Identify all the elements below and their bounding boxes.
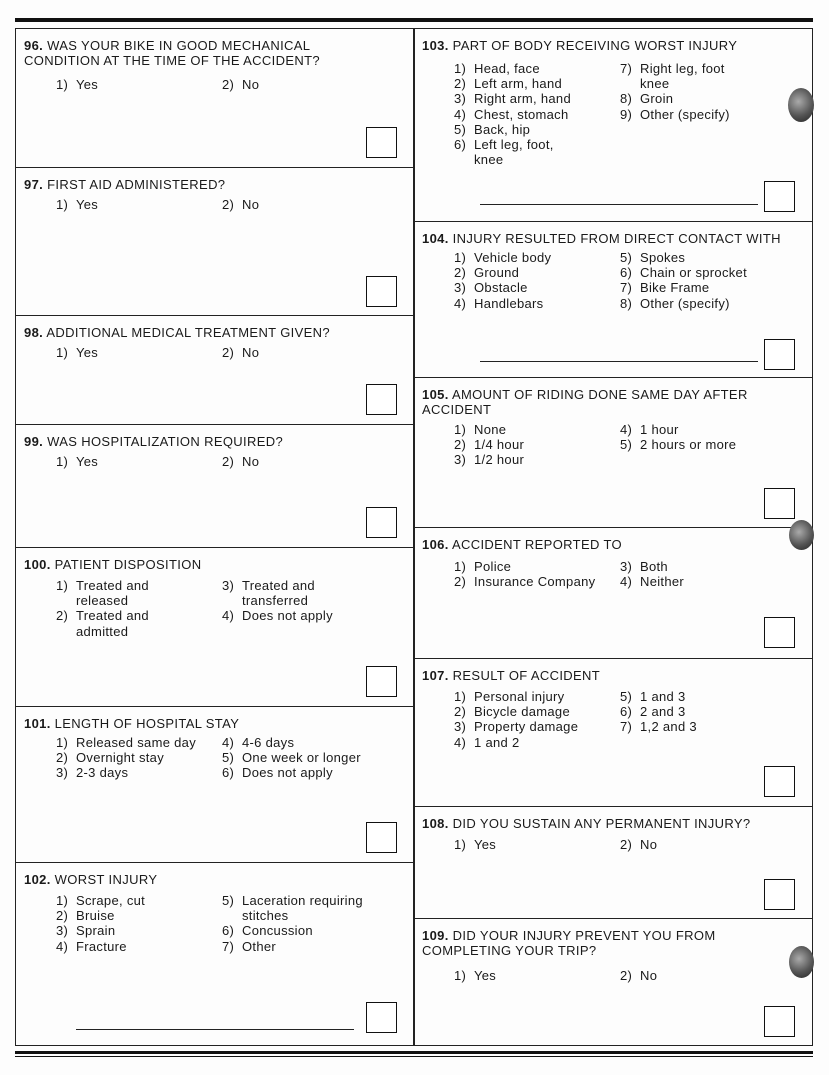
question-title xyxy=(422,231,804,246)
question-99 xyxy=(16,425,414,548)
option[interactable]: 2) Overnight stay xyxy=(56,750,165,766)
option[interactable]: 5) Laceration requiring stitches xyxy=(222,893,363,924)
option[interactable]: 7) Other xyxy=(222,938,277,954)
option[interactable]: 4) Handlebars xyxy=(454,295,544,311)
option[interactable]: 6) 2 and 3 xyxy=(620,704,686,720)
question-text: WAS HOSPITALIZATION REQUIRED? xyxy=(47,434,284,449)
question-number: 96. xyxy=(24,38,44,53)
option[interactable]: 2) 1/4 hour xyxy=(454,437,525,453)
option[interactable]: 3) Property damage xyxy=(454,719,579,735)
question-text: WAS YOUR BIKE IN GOOD MECHANICAL CONDITION AT THE TIME OF THE ACCIDENT? xyxy=(24,38,320,68)
option[interactable]: 2) Left arm, hand xyxy=(454,76,563,92)
question-text: INJURY RESULTED FROM DIRECT CONTACT WITH xyxy=(452,231,781,246)
option[interactable]: 3) Sprain xyxy=(56,923,116,939)
question-text: FIRST AID ADMINISTERED? xyxy=(47,177,226,192)
question-title xyxy=(422,38,804,53)
option[interactable]: 1) Yes xyxy=(56,345,99,360)
answer-box[interactable] xyxy=(764,1006,795,1037)
question-103 xyxy=(414,29,812,222)
option[interactable]: 2) Bruise xyxy=(56,908,115,924)
question-108 xyxy=(414,807,812,919)
answer-box[interactable] xyxy=(366,507,397,538)
question-text: ADDITIONAL MEDICAL TREATMENT GIVEN? xyxy=(46,325,330,340)
answer-box[interactable] xyxy=(366,127,397,158)
question-number: 102. xyxy=(24,872,51,887)
question-title xyxy=(422,387,772,417)
question-number: 109. xyxy=(422,928,449,943)
question-101 xyxy=(16,707,414,863)
question-number: 101. xyxy=(24,716,51,731)
option[interactable]: 5) 1 and 3 xyxy=(620,689,686,704)
option[interactable]: 1) Released same day xyxy=(56,735,196,750)
question-text: LENGTH OF HOSPITAL STAY xyxy=(54,716,240,731)
option[interactable]: 3) 2-3 days xyxy=(56,765,129,781)
question-107 xyxy=(414,659,812,807)
option[interactable]: 1) Scrape, cut xyxy=(56,893,146,908)
option[interactable]: 6) Chain or sprocket xyxy=(620,265,747,281)
answer-box[interactable] xyxy=(764,617,795,648)
question-text: WORST INJURY xyxy=(54,872,158,887)
question-text: DID YOU SUSTAIN ANY PERMANENT INJURY? xyxy=(452,816,751,831)
question-number: 100. xyxy=(24,557,51,572)
option[interactable]: 1) Treated and released xyxy=(56,578,149,609)
question-number: 104. xyxy=(422,231,449,246)
specify-line[interactable] xyxy=(76,1029,354,1030)
specify-line[interactable] xyxy=(480,361,758,362)
question-109 xyxy=(414,919,812,1047)
option[interactable]: 2) No xyxy=(620,837,658,852)
question-title xyxy=(24,434,406,449)
left-column xyxy=(15,28,415,1046)
question-title xyxy=(24,177,406,192)
option[interactable]: 6) Does not apply xyxy=(222,765,333,781)
option[interactable]: 1) Vehicle body xyxy=(454,250,552,265)
option[interactable]: 2) Treated and admitted xyxy=(56,608,149,639)
question-number: 108. xyxy=(422,816,449,831)
question-text: PART OF BODY RECEIVING WORST INJURY xyxy=(452,38,738,53)
question-number: 107. xyxy=(422,668,449,683)
option[interactable]: 6) Left leg, foot, knee xyxy=(454,137,554,168)
option[interactable]: 1) None xyxy=(454,422,507,437)
option[interactable]: 3) 1/2 hour xyxy=(454,452,525,468)
option[interactable]: 6) Concussion xyxy=(222,923,313,939)
option[interactable]: 4) 4-6 days xyxy=(222,735,295,750)
question-105 xyxy=(414,378,812,528)
question-number: 106. xyxy=(422,537,449,552)
option[interactable]: 8) Groin xyxy=(620,91,674,107)
answer-box[interactable] xyxy=(366,822,397,853)
option[interactable]: 2) No xyxy=(222,454,260,469)
answer-box[interactable] xyxy=(764,766,795,797)
option[interactable]: 1) Yes xyxy=(56,197,99,212)
option[interactable]: 7) Bike Frame xyxy=(620,280,710,296)
question-text: ACCIDENT REPORTED TO xyxy=(451,537,622,552)
answer-box[interactable] xyxy=(764,181,795,212)
option[interactable]: 1) Yes xyxy=(454,968,497,983)
question-title xyxy=(422,668,804,683)
question-text: AMOUNT OF RIDING DONE SAME DAY AFTER ACCIDENT xyxy=(422,387,748,417)
answer-box[interactable] xyxy=(764,488,795,519)
option[interactable]: 2) No xyxy=(222,197,260,212)
question-title xyxy=(422,816,804,831)
question-title xyxy=(422,537,804,552)
question-number: 98. xyxy=(24,325,44,340)
option[interactable]: 3) Right arm, hand xyxy=(454,91,571,107)
option[interactable]: 1) Police xyxy=(454,559,512,574)
punch-hole xyxy=(789,520,814,550)
option[interactable]: 7) Right leg, foot knee xyxy=(620,61,725,92)
right-column xyxy=(413,28,813,1046)
question-text: RESULT OF ACCIDENT xyxy=(452,668,601,683)
punch-hole xyxy=(789,946,814,978)
answer-box[interactable] xyxy=(366,384,397,415)
question-title xyxy=(24,325,406,340)
option[interactable]: 5) Spokes xyxy=(620,250,686,265)
answer-box[interactable] xyxy=(366,666,397,697)
option[interactable]: 2) Ground xyxy=(454,265,520,281)
option[interactable]: 7) 1,2 and 3 xyxy=(620,719,697,735)
top-rule xyxy=(15,18,813,22)
option[interactable]: 2) No xyxy=(620,968,658,983)
answer-box[interactable] xyxy=(764,339,795,370)
punch-hole xyxy=(788,88,814,122)
option[interactable]: 5) 2 hours or more xyxy=(620,437,737,453)
option[interactable]: 4) Neither xyxy=(620,574,685,590)
option[interactable]: 3) Both xyxy=(620,559,668,574)
question-title xyxy=(24,38,374,68)
option[interactable]: 4) Fracture xyxy=(56,938,127,954)
question-title xyxy=(24,557,406,572)
question-title xyxy=(422,928,768,958)
option[interactable]: 4) Does not apply xyxy=(222,608,333,624)
question-title xyxy=(24,716,406,731)
option[interactable]: 2) Insurance Company xyxy=(454,574,596,590)
option[interactable]: 2) No xyxy=(222,77,260,92)
question-number: 103. xyxy=(422,38,449,53)
question-102 xyxy=(16,863,414,1047)
question-text: DID YOUR INJURY PREVENT YOU FROM COMPLETING YOUR TRIP? xyxy=(422,928,716,958)
question-number: 99. xyxy=(24,434,44,449)
question-100 xyxy=(16,548,414,707)
option[interactable]: 9) Other (specify) xyxy=(620,106,730,122)
option[interactable]: 1) Personal injury xyxy=(454,689,565,704)
option[interactable]: 1) Yes xyxy=(56,77,99,92)
specify-line[interactable] xyxy=(480,204,758,205)
question-number: 97. xyxy=(24,177,44,192)
bottom-rule-thin xyxy=(15,1056,813,1057)
answer-box[interactable] xyxy=(366,276,397,307)
answer-box[interactable] xyxy=(366,1002,397,1033)
option[interactable]: 8) Other (specify) xyxy=(620,295,730,311)
option[interactable]: 3) Obstacle xyxy=(454,280,528,296)
option[interactable]: 1) Yes xyxy=(454,837,497,852)
option[interactable]: 4) Chest, stomach xyxy=(454,106,569,122)
question-title xyxy=(24,872,406,887)
question-number: 105. xyxy=(422,387,449,402)
question-106 xyxy=(414,528,812,659)
option[interactable]: 2) Bicycle damage xyxy=(454,704,570,720)
option[interactable]: 1) Head, face xyxy=(454,61,540,76)
question-96 xyxy=(16,29,414,168)
option[interactable]: 1) Yes xyxy=(56,454,99,469)
question-text: PATIENT DISPOSITION xyxy=(54,557,202,572)
bottom-rule xyxy=(15,1051,813,1054)
question-97 xyxy=(16,168,414,316)
option[interactable]: 4) 1 and 2 xyxy=(454,734,520,750)
answer-box[interactable] xyxy=(764,879,795,910)
option[interactable]: 3) Treated and transferred xyxy=(222,578,315,609)
option[interactable]: 5) Back, hip xyxy=(454,121,531,137)
option[interactable]: 5) One week or longer xyxy=(222,750,361,766)
option[interactable]: 2) No xyxy=(222,345,260,360)
question-104 xyxy=(414,222,812,378)
option[interactable]: 4) 1 hour xyxy=(620,422,679,437)
question-98 xyxy=(16,316,414,425)
